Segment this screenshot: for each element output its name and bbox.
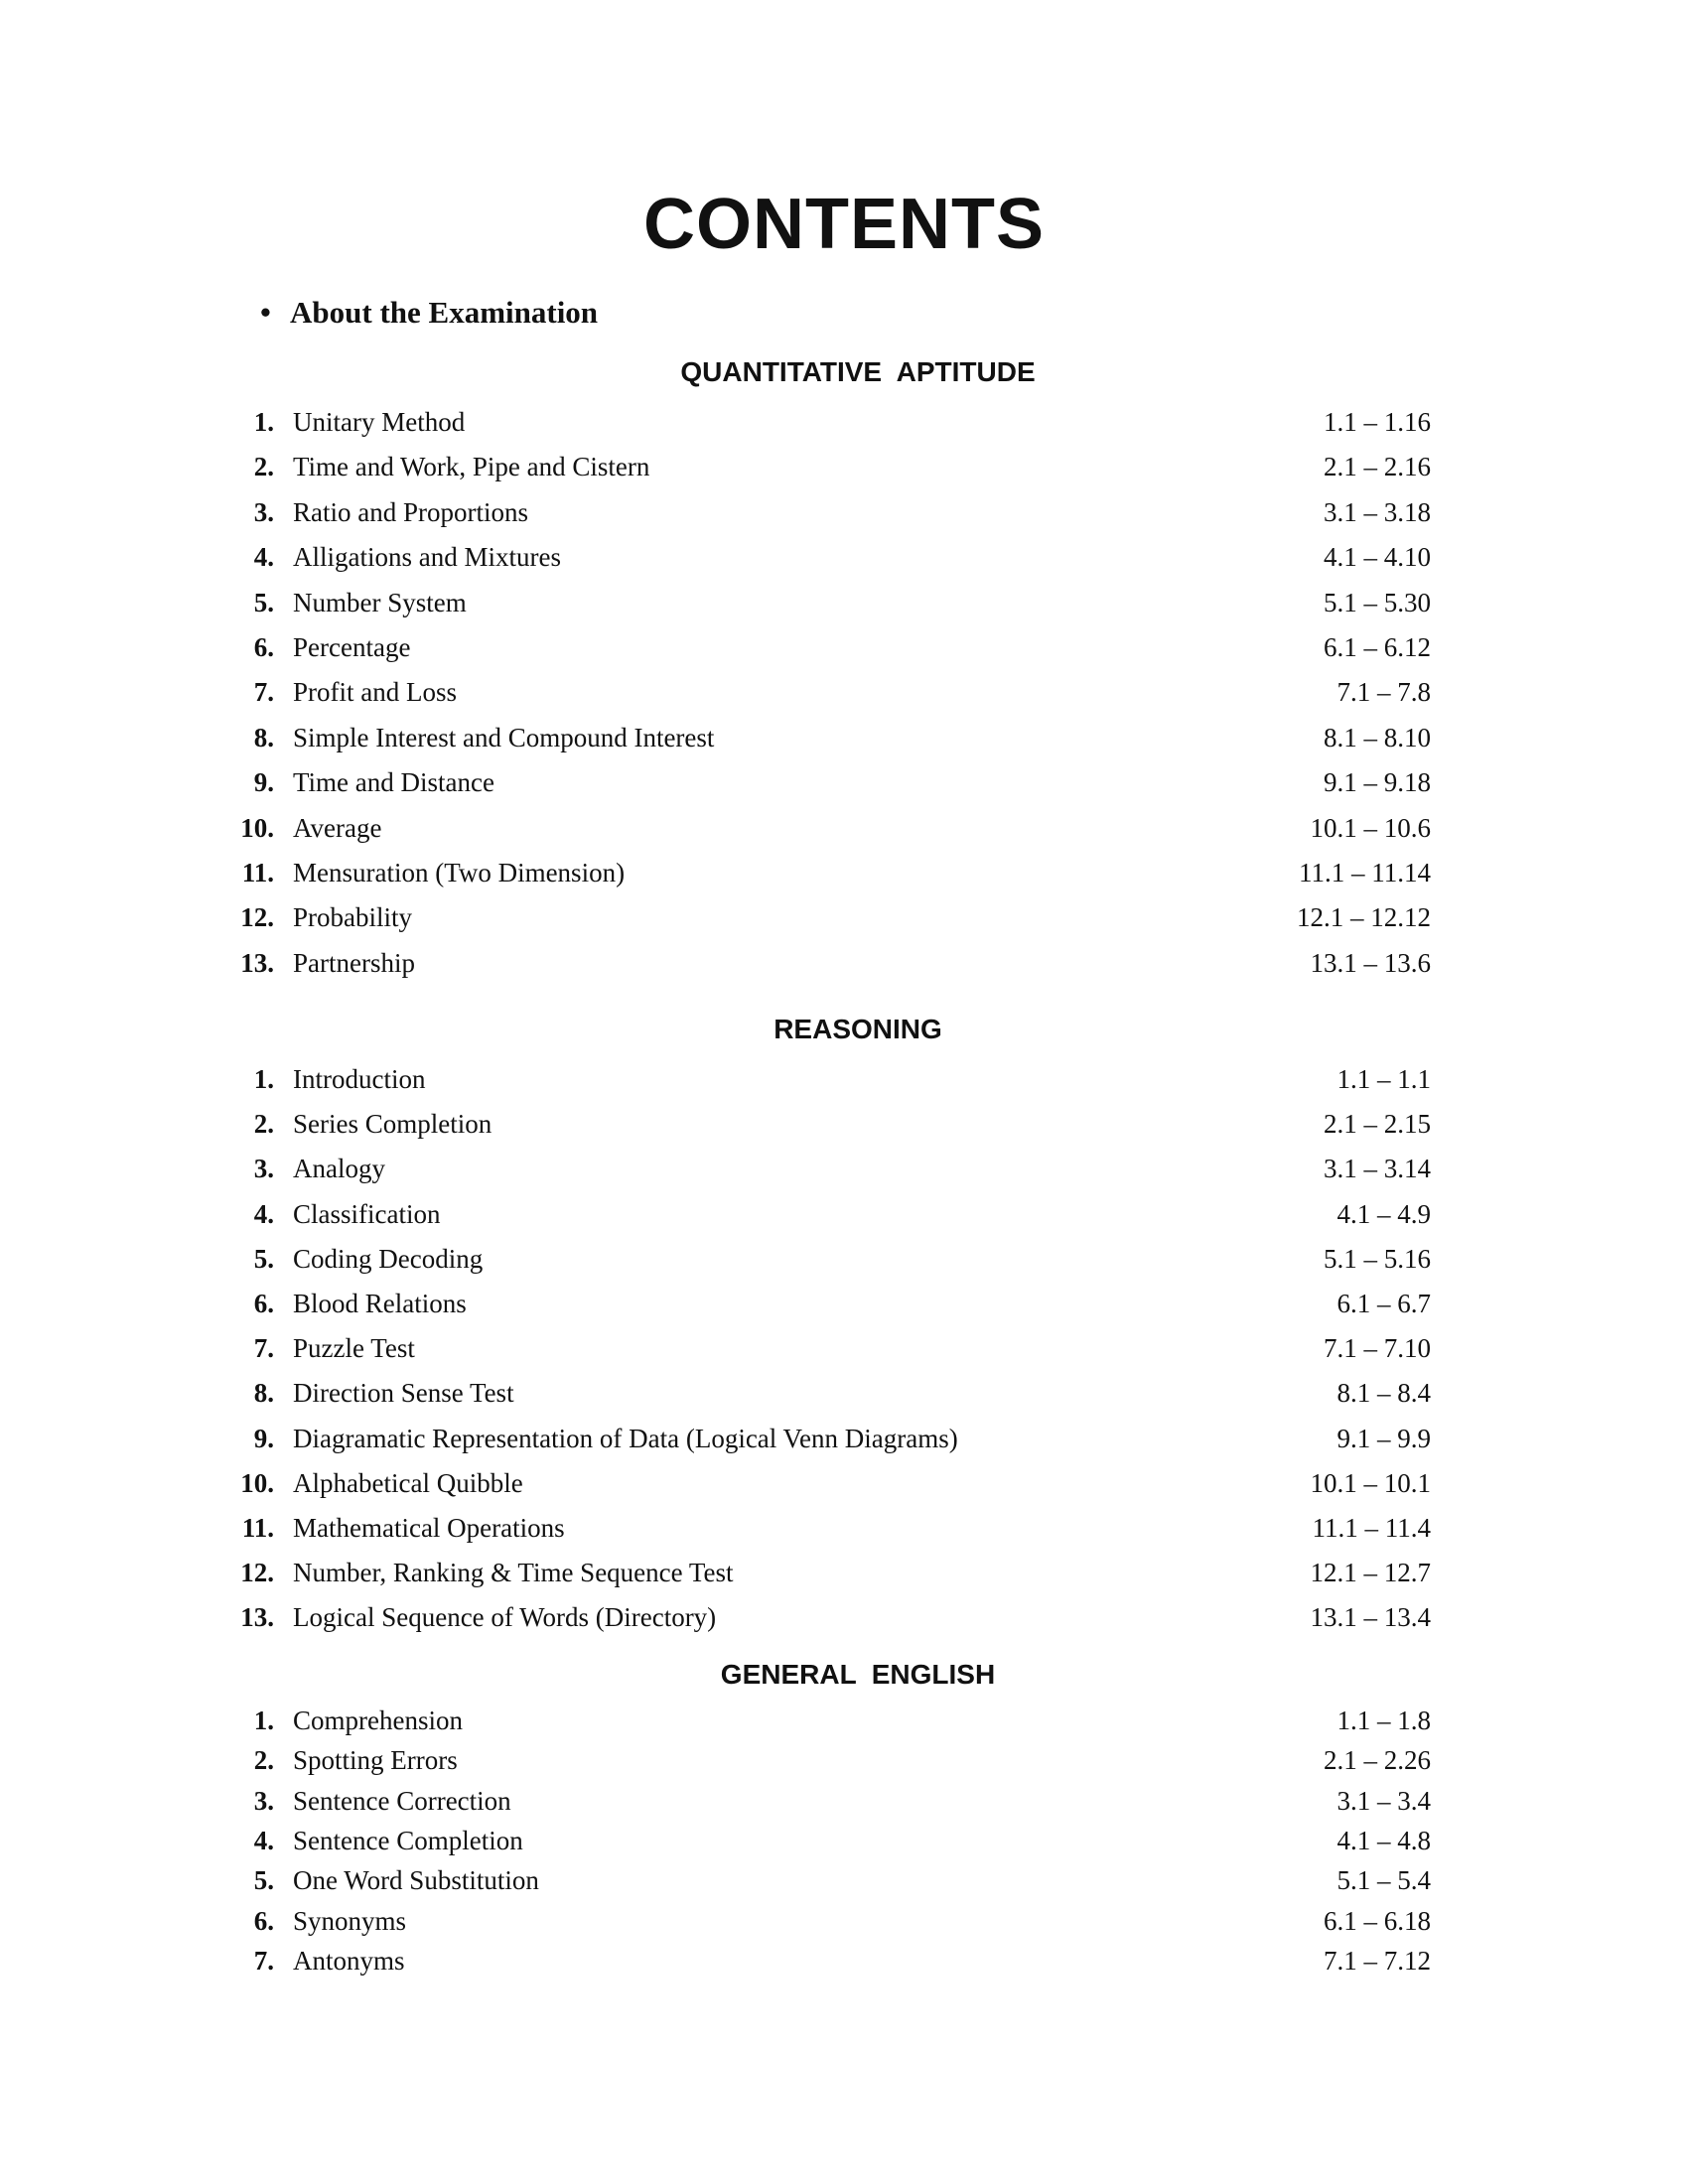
toc-entry[interactable] (0, 1901, 1688, 1941)
toc-entry-pages: 6.1 – 6.18 (1324, 1906, 1431, 1936)
toc-entry-pages: 9.1 – 9.18 (1324, 767, 1431, 797)
toc-entry-pages: 2.1 – 2.16 (1324, 452, 1431, 481)
toc-entry-number: 11. (241, 858, 274, 887)
toc-entry-pages: 1.1 – 1.1 (1336, 1064, 1431, 1094)
toc-entry[interactable] (0, 1781, 1688, 1821)
toc-entry-number: 9. (253, 767, 274, 797)
toc-entry-title: Number System (293, 588, 467, 617)
toc-entry-number: 3. (253, 1154, 274, 1183)
toc-entry-pages: 4.1 – 4.10 (1324, 542, 1431, 572)
toc-entry-pages: 8.1 – 8.4 (1336, 1378, 1431, 1408)
toc-entry-number: 2. (253, 1745, 274, 1775)
toc-entry-number: 13. (240, 1602, 274, 1632)
toc-entry[interactable] (0, 1104, 1688, 1144)
about-examination-label: About the Examination (290, 295, 599, 330)
toc-entry-number: 5. (253, 1865, 274, 1895)
toc-entry-number: 8. (253, 723, 274, 752)
toc-entry-title: Unitary Method (293, 407, 466, 437)
toc-entry[interactable] (0, 1059, 1688, 1099)
toc-entry-pages: 11.1 – 11.14 (1299, 858, 1431, 887)
toc-entry[interactable] (0, 1701, 1688, 1740)
toc-entry-title: Analogy (293, 1154, 385, 1183)
toc-entry-number: 10. (240, 813, 274, 843)
toc-entry-title: Direction Sense Test (293, 1378, 514, 1408)
toc-entry[interactable] (0, 897, 1688, 937)
toc-entry-title: Puzzle Test (293, 1333, 415, 1363)
toc-entry-number: 2. (253, 1109, 274, 1139)
toc-entry[interactable] (0, 1373, 1688, 1413)
toc-entry-pages: 12.1 – 12.12 (1297, 902, 1431, 932)
toc-entry-pages: 5.1 – 5.16 (1324, 1244, 1431, 1274)
toc-entry-title: Diagramatic Representation of Data (Logical Venn Diagrams) (293, 1424, 958, 1453)
section-heading: GENERAL ENGLISH (720, 1659, 996, 1690)
toc-entry-pages: 3.1 – 3.18 (1324, 497, 1431, 527)
toc-entry-number: 7. (253, 677, 274, 707)
toc-entry-number: 6. (253, 632, 274, 662)
toc-entry-pages: 2.1 – 2.15 (1324, 1109, 1431, 1139)
toc-entry[interactable] (0, 1860, 1688, 1900)
toc-entry[interactable] (0, 853, 1688, 892)
toc-entry-number: 3. (253, 1786, 274, 1816)
toc-entry-title: Comprehension (293, 1706, 463, 1735)
toc-entry-pages: 12.1 – 12.7 (1310, 1558, 1431, 1587)
toc-entry-number: 2. (253, 452, 274, 481)
toc-entry-pages: 1.1 – 1.8 (1336, 1706, 1431, 1735)
toc-entry-pages: 1.1 – 1.16 (1324, 407, 1431, 437)
toc-entry-title: Logical Sequence of Words (Directory) (293, 1602, 717, 1632)
toc-entry[interactable] (0, 537, 1688, 577)
toc-entry-title: Sentence Completion (293, 1826, 523, 1855)
toc-entry-number: 10. (240, 1468, 274, 1498)
toc-entry[interactable] (0, 1941, 1688, 1980)
toc-entry[interactable] (0, 492, 1688, 532)
toc-entry[interactable] (0, 402, 1688, 442)
toc-entry-pages: 6.1 – 6.7 (1336, 1289, 1431, 1318)
toc-entry-pages: 7.1 – 7.12 (1324, 1946, 1431, 1976)
toc-entry-title: Profit and Loss (293, 677, 457, 707)
toc-entry-pages: 10.1 – 10.1 (1310, 1468, 1431, 1498)
toc-entry-title: Simple Interest and Compound Interest (293, 723, 715, 752)
toc-entry-number: 1. (253, 1064, 274, 1094)
toc-entry-title: Ratio and Proportions (293, 497, 528, 527)
toc-entry[interactable] (0, 1149, 1688, 1188)
toc-entry-number: 1. (253, 1706, 274, 1735)
toc-entry[interactable] (0, 943, 1688, 983)
toc-entry-number: 7. (253, 1946, 274, 1976)
toc-entry[interactable] (0, 672, 1688, 712)
toc-entry-title: Blood Relations (293, 1289, 467, 1318)
toc-entry[interactable] (0, 1194, 1688, 1234)
toc-entry-pages: 4.1 – 4.8 (1336, 1826, 1431, 1855)
toc-entry-pages: 13.1 – 13.4 (1310, 1602, 1431, 1632)
toc-entry-title: Mathematical Operations (293, 1513, 565, 1543)
toc-entry-pages: 7.1 – 7.8 (1336, 677, 1431, 707)
toc-entry-pages: 9.1 – 9.9 (1336, 1424, 1431, 1453)
toc-entry-number: 5. (253, 1244, 274, 1274)
toc-entry-pages: 4.1 – 4.9 (1336, 1199, 1431, 1229)
toc-entry-number: 5. (253, 588, 274, 617)
toc-entry[interactable] (0, 1821, 1688, 1860)
toc-entry-title: Coding Decoding (293, 1244, 484, 1274)
toc-entry-number: 6. (253, 1906, 274, 1936)
toc-entry-number: 1. (253, 407, 274, 437)
section-heading: QUANTITATIVE APTITUDE (680, 356, 1036, 387)
toc-entry-number: 12. (240, 902, 274, 932)
toc-entry[interactable] (0, 718, 1688, 757)
toc-entry[interactable] (0, 1508, 1688, 1548)
toc-entry-pages: 8.1 – 8.10 (1324, 723, 1431, 752)
toc-entry-number: 11. (241, 1513, 274, 1543)
toc-entry-pages: 5.1 – 5.4 (1336, 1865, 1431, 1895)
toc-entry-pages: 10.1 – 10.6 (1310, 813, 1431, 843)
toc-entry-pages: 2.1 – 2.26 (1324, 1745, 1431, 1775)
page-title: CONTENTS (643, 185, 1045, 264)
toc-entry[interactable] (0, 1740, 1688, 1780)
toc-entry[interactable] (0, 762, 1688, 802)
toc-entry[interactable] (0, 447, 1688, 486)
toc-entry-title: Probability (293, 902, 412, 932)
toc-entry-pages: 3.1 – 3.4 (1336, 1786, 1431, 1816)
toc-entry-title: Partnership (293, 948, 415, 978)
toc-entry-number: 8. (253, 1378, 274, 1408)
toc-entry[interactable] (0, 1553, 1688, 1592)
bullet-icon: • (260, 295, 271, 330)
toc-entry-number: 7. (253, 1333, 274, 1363)
toc-entry-title: One Word Substitution (293, 1865, 539, 1895)
toc-entry-pages: 11.1 – 11.4 (1312, 1513, 1431, 1543)
toc-entry-title: Antonyms (293, 1946, 405, 1976)
toc-entry-title: Average (293, 813, 382, 843)
toc-entry-pages: 3.1 – 3.14 (1324, 1154, 1431, 1183)
toc-entry-pages: 6.1 – 6.12 (1324, 632, 1431, 662)
toc-entry[interactable] (0, 1284, 1688, 1323)
toc-entry-title: Time and Distance (293, 767, 494, 797)
toc-entry[interactable] (0, 627, 1688, 667)
toc-entry[interactable] (0, 1419, 1688, 1458)
toc-entry-number: 9. (253, 1424, 274, 1453)
toc-entry-title: Series Completion (293, 1109, 492, 1139)
toc-entry-number: 4. (253, 542, 274, 572)
toc-entry-title: Number, Ranking & Time Sequence Test (293, 1558, 734, 1587)
toc-entry-title: Sentence Correction (293, 1786, 511, 1816)
toc-entry[interactable] (0, 583, 1688, 622)
toc-entry-number: 6. (253, 1289, 274, 1318)
toc-entry-title: Percentage (293, 632, 411, 662)
toc-entry-title: Mensuration (Two Dimension) (293, 858, 626, 887)
toc-entry-number: 3. (253, 497, 274, 527)
toc-entry[interactable] (0, 1328, 1688, 1368)
toc-entry-title: Classification (293, 1199, 441, 1229)
toc-entry-number: 4. (253, 1199, 274, 1229)
toc-entry[interactable] (0, 1463, 1688, 1503)
toc-entry-pages: 7.1 – 7.10 (1324, 1333, 1431, 1363)
toc-entry-title: Spotting Errors (293, 1745, 458, 1775)
toc-entry-title: Time and Work, Pipe and Cistern (293, 452, 650, 481)
toc-entry-title: Alphabetical Quibble (293, 1468, 523, 1498)
toc-entry-title: Introduction (293, 1064, 426, 1094)
toc-entry[interactable] (0, 808, 1688, 848)
toc-entry-title: Synonyms (293, 1906, 407, 1936)
toc-entry-number: 4. (253, 1826, 274, 1855)
toc-entry-number: 13. (240, 948, 274, 978)
section-heading: REASONING (774, 1014, 942, 1044)
toc-entry-number: 12. (240, 1558, 274, 1587)
toc-entry[interactable] (0, 1239, 1688, 1279)
toc-entry-pages: 13.1 – 13.6 (1310, 948, 1431, 978)
about-examination-entry[interactable] (260, 293, 598, 333)
toc-entry[interactable] (0, 1597, 1688, 1637)
toc-entry-title: Alligations and Mixtures (293, 542, 561, 572)
toc-entry-pages: 5.1 – 5.30 (1324, 588, 1431, 617)
